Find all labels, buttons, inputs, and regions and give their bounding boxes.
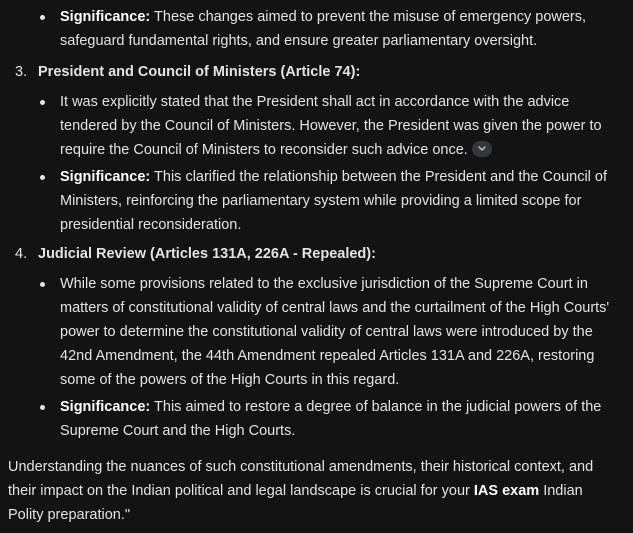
item-label: Significance: [60,399,151,415]
conclusion-text-after: Indian Polity preparation." [8,483,583,523]
item-text: It was explicitly stated that the President shall act in accordance with the advice tendered by the Council of Ministers. However, the President was given the power to require the Council of Ministers to reconsider such advice once. [60,94,602,158]
item-label: Significance: [60,169,151,185]
heading-number: 3. [15,64,28,80]
heading-number: 4. [15,246,28,262]
item-text: These changes aimed to prevent the misuse of emergency powers, safeguard fundamental rights, and ensure greater parliamentary oversight. [60,9,587,49]
item-label: Significance: [60,9,151,25]
bullet-dot [40,100,45,105]
bullet-dot [40,405,45,410]
bullet-dot [40,15,45,20]
bullet-dot [40,175,45,180]
item-text: While some provisions related to the exclusive jurisdiction of the Supreme Court in matters of constitutional validity of central laws and the curtailment of the High Courts' power to determine the constitutional validity of central laws were introduced by the 42nd Amendment, the 44th Amendment repealed Articles 131A and 226A, restoring some of the powers of the High Courts in this regard. [60,276,610,388]
numbered-heading [0,242,618,266]
source-chip[interactable] [472,141,492,157]
chevron-down-icon [477,145,487,153]
bullet-dot [40,282,45,287]
heading-title: Judicial Review (Articles 131A, 226A - Repealed): [38,246,376,262]
list-item [0,90,633,162]
conclusion-text-before: Understanding the nuances of such constitutional amendments, their historical context, and their impact on the Indian political and legal landscape is crucial for your [8,459,594,499]
list-item [0,165,633,237]
conclusion-bold: IAS exam [473,483,540,499]
item-text: This aimed to restore a degree of balance in the judicial powers of the Supreme Court and the High Courts. [60,399,602,439]
list-item [0,5,633,53]
heading-title: President and Council of Ministers (Article 74): [38,64,361,80]
item-text: This clarified the relationship between the President and the Council of Ministers, reinforcing the parliamentary system while providing a limited scope for presidential reconsideration. [60,169,608,233]
numbered-heading [0,60,618,84]
list-item [0,395,633,443]
list-item [0,272,633,392]
conclusion-paragraph [0,455,626,527]
